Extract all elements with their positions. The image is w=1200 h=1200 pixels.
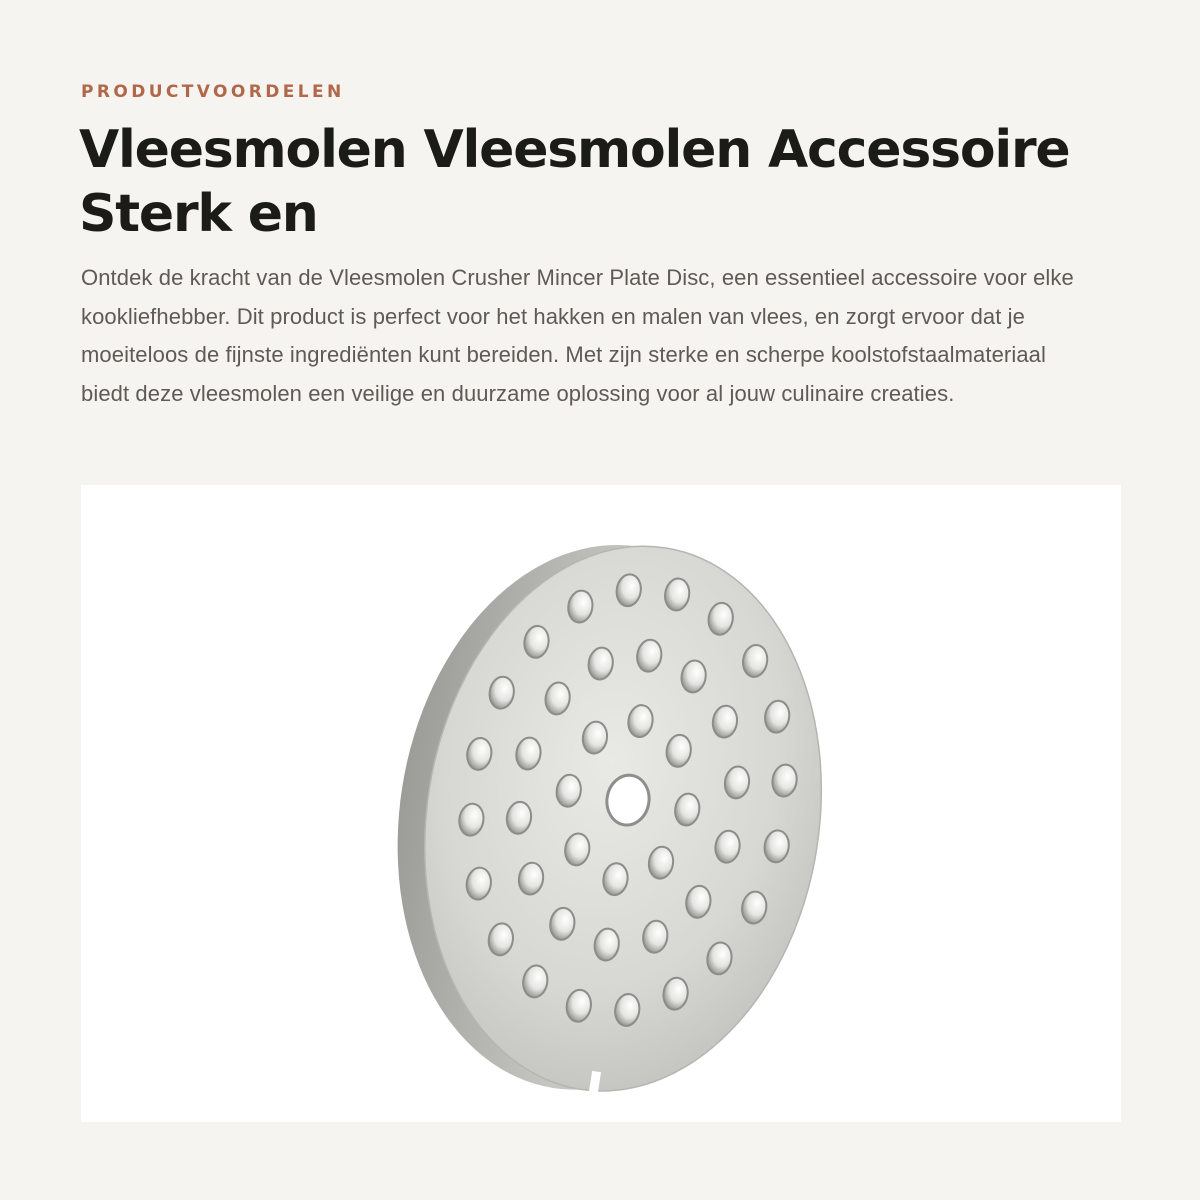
section-title: Vleesmolen Vleesmolen Accessoire Sterk en xyxy=(79,120,1070,244)
section-description: Ontdek de kracht van de Vleesmolen Crusher Mincer Plate Disc, een essentieel accessoire voor elke kookliefhebber. Dit product is perfect voor het hakken en malen van vlees, en zorgt ervoor dat je moeiteloos de fijnste ingrediënten kunt bereiden. Met zijn sterke en scherpe koolstofstaalmateriaal biedt deze vleesmolen een veilige en duurzame oplossing voor al jouw culinaire creaties. xyxy=(81,265,1074,406)
eyebrow-label: PRODUCTVOORDELEN xyxy=(81,82,345,102)
product-image xyxy=(81,485,1121,1122)
mincer-plate-illustration xyxy=(81,485,1121,1122)
